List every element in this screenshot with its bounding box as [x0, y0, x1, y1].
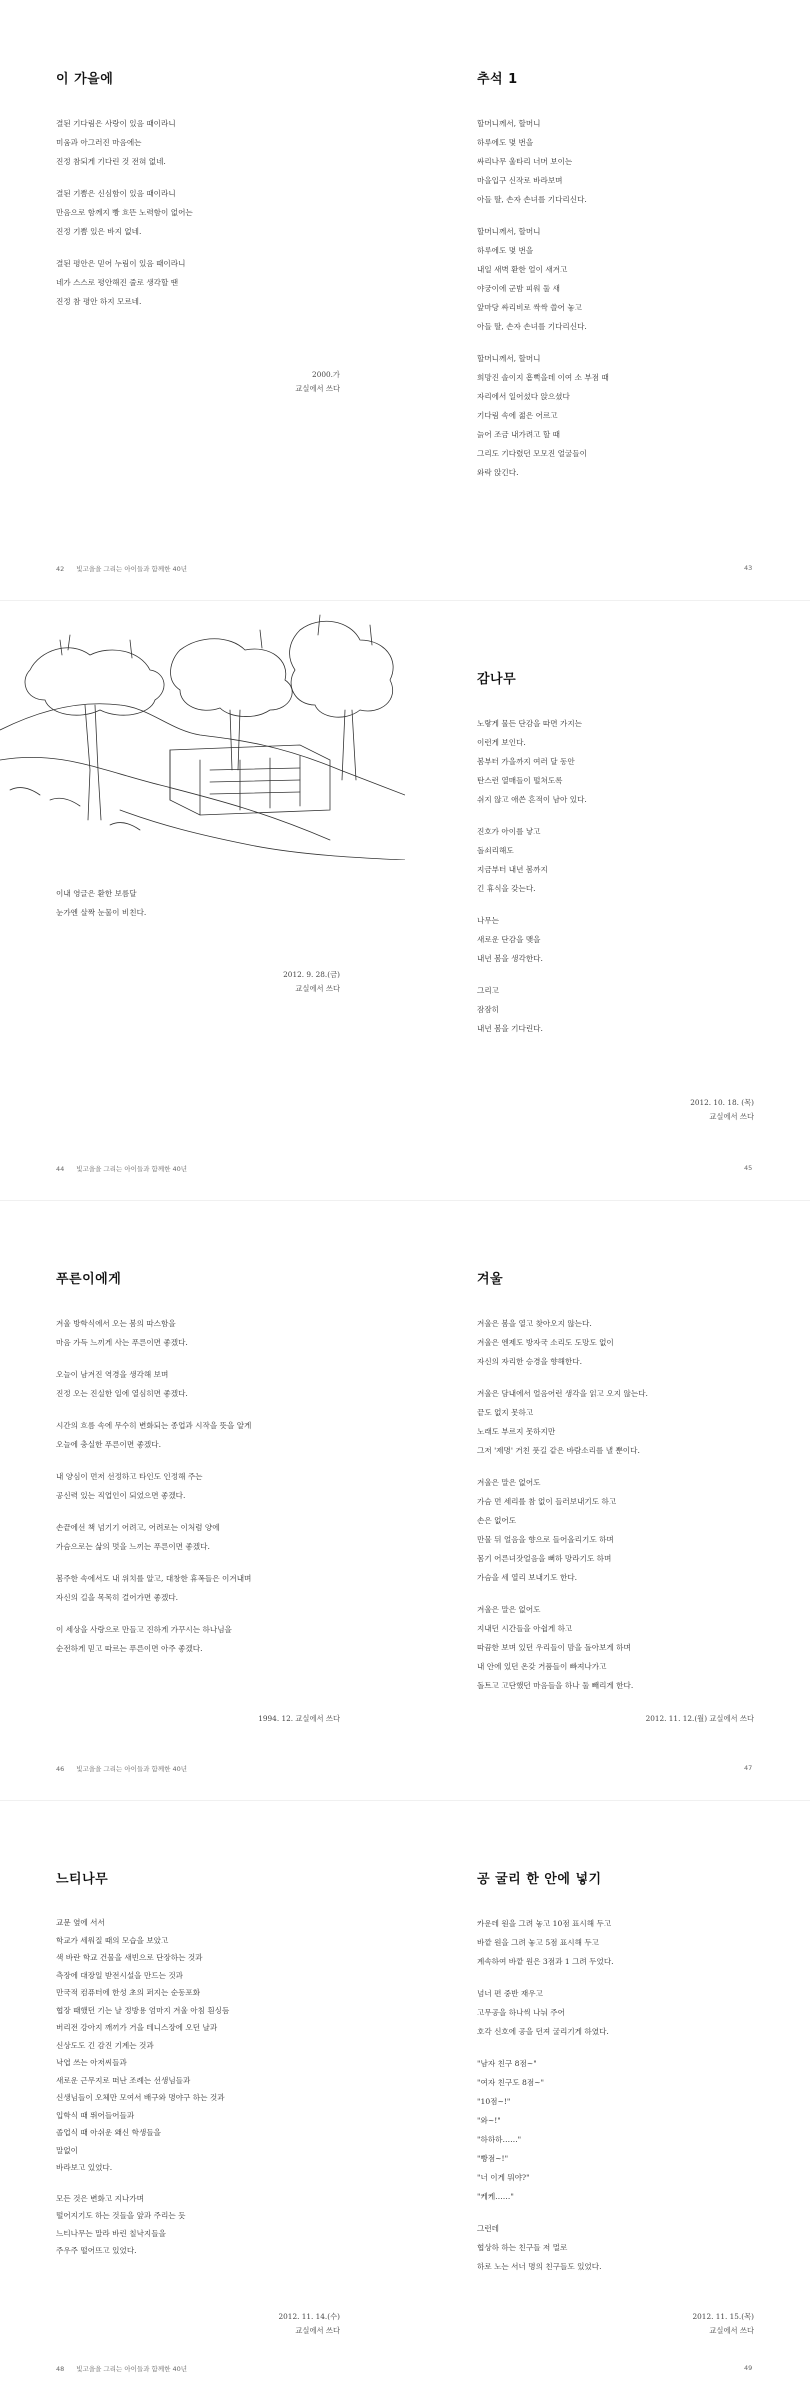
poem-line: 미움과 아그러진 마음에는 [56, 138, 142, 147]
stanza [56, 1365, 356, 1403]
poem-line: 노래도 부르지 못하지만 [477, 1427, 556, 1436]
page-number: 43 [744, 564, 753, 572]
poem-line: 진정 참 평안 하지 모르네. [56, 297, 142, 306]
poem-line: 고무공을 하나씩 나눠 주어 [477, 2008, 565, 2017]
page-footer [56, 564, 187, 573]
page-number: 42 [56, 565, 65, 573]
poem-title: 푸른이에게 [56, 1272, 122, 1287]
poem-title: 추석 1 [477, 72, 518, 87]
stanza [56, 254, 356, 311]
poem-line: 쉬지 않고 애쓴 흔적이 남아 있다. [477, 795, 587, 804]
poem-line: 결된 평안은 믿어 누림이 있음 때이라니 [56, 259, 186, 268]
poem-line: 이 세상을 사랑으로 만들고 진하게 가꾸시는 하나님을 [56, 1625, 232, 1634]
poem-line: 말없이 [56, 2145, 79, 2155]
poem-line: 자신의 자리한 승경을 향해한다. [477, 1357, 583, 1366]
poem-line: 희망진 솔이지 흠뻑을데 이여 소 부점 때 [477, 373, 609, 382]
poem-line: 봄부터 가을까지 여러 달 동안 [477, 757, 575, 766]
stanza [56, 1416, 356, 1454]
poem-signature [283, 968, 340, 996]
poem-line: 하로 노는 서너 명의 친구들도 있었다. [477, 2262, 602, 2271]
page-footer [56, 1764, 187, 1773]
poem-line: 손은 없어도 [477, 1516, 517, 1525]
stanza [477, 1600, 777, 1695]
poem-line: 색 바란 학교 건물을 새빈으로 단장하는 것과 [56, 1953, 203, 1962]
poem-line: 마음 가득 느끼게 사는 푸른이면 좋겠다. [56, 1338, 188, 1347]
stanza [56, 114, 356, 171]
poem-line: 만물 뒤 얼음을 향으로 들어올리기도 하며 [477, 1535, 614, 1544]
book-title: 빛고을을 그리는 아이들과 함께한 40년 [76, 565, 188, 573]
poem-line: 느티나무는 말라 바린 칠낙지들을 [56, 2228, 166, 2238]
poem-line: 내 양심이 먼저 선정하고 타인도 인정해 주는 [56, 1472, 203, 1481]
poem-title: 겨울 [477, 1272, 504, 1287]
poem-line: "와~!" [477, 2116, 501, 2125]
poem-line: 잠잠히 [477, 1005, 500, 1014]
school-garden-sketch [0, 610, 405, 860]
poem-line: 기다림 속에 젊은 어르고 [477, 411, 558, 420]
poem-line: 내 안에 있던 온갖 거품들이 빠져나가고 [477, 1662, 607, 1671]
stanza [477, 2219, 777, 2276]
poem-line: 할머니께서, 할머니 [477, 354, 541, 363]
poem-line: 손끝에선 책 넘기기 어려고, 어려로는 이처럼 양에 [56, 1523, 220, 1532]
stanza [477, 349, 777, 482]
poem-line: 결된 기쁨은 신심함이 있음 때이라니 [56, 189, 176, 198]
stanza [56, 1467, 356, 1505]
poem-line: 떨어지기도 하는 것들을 앞과 주리는 듯 [56, 2211, 186, 2220]
poem-signature [258, 1712, 340, 1726]
poem-body [56, 1314, 356, 1671]
poem-body [56, 1914, 356, 2273]
poem-line: 그리도 기다렸던 모모진 얼굴들이 [477, 449, 587, 458]
stanza [477, 1314, 777, 1371]
poem-line: 학교가 세워질 때의 모습을 보았고 [56, 1935, 169, 1945]
poem-line: "케케……" [477, 2192, 514, 2201]
poem-line: 할머니께서, 할머니 [477, 119, 541, 128]
poem-line: 하루에도 몇 번을 [477, 246, 534, 255]
page-footer [56, 1164, 187, 1173]
poem-line: 버리전 강아지 깨끼가 거을 테니스장에 오던 날과 [56, 2023, 218, 2032]
poem-line: 노랗게 물든 단감을 따면 가지는 [477, 719, 583, 728]
poem-line: 측장에 대장일 받전시설을 만드는 것과 [56, 1970, 184, 1980]
poem-line: 그리고 [477, 986, 500, 995]
stanza [56, 1914, 356, 2177]
signature-date: 2000.가 [312, 370, 340, 379]
signature-place: 교실에서 쓰다 [709, 1112, 754, 1121]
poem-line: 겨울 방학식에서 오는 봄의 따스함을 [56, 1319, 176, 1328]
poem-line: 겨울은 봄을 열고 찾아오지 않는다. [477, 1319, 592, 1328]
poem-signature [646, 1712, 754, 1726]
book-title: 빛고을을 그리는 아이들과 함께한 40년 [76, 1765, 188, 1773]
poem-body [477, 714, 777, 1051]
stanza [477, 114, 777, 209]
poem-line: 내일 새벽 환한 얼이 새겨고 [477, 265, 568, 274]
poem-line: 협상하 하는 친구들 저 멀로 [477, 2243, 568, 2252]
poem-line: 끝도 없지 못하고 [477, 1408, 534, 1417]
poem-title: 이 가을에 [56, 72, 114, 87]
poem-line: 만음으로 함께지 빵 흐뜬 노력함이 없어는 [56, 208, 193, 217]
poem-line: 나무는 [477, 916, 500, 925]
poem-line: "여자 친구도 8점~" [477, 2078, 545, 2087]
poem-line: 모든 것은 변화고 지나가며 [56, 2193, 144, 2203]
poem-line: 이내 영글은 환한 보름달 [56, 889, 137, 898]
poem-line: 오늘이 남겨진 역경을 생각해 보며 [56, 1370, 169, 1379]
poem-line: 카운데 원을 그려 놓고 10점 표시해 두고 [477, 1919, 612, 1928]
signature-date: 2012. 11. 12.(월) 교실에서 쓰다 [645, 1714, 754, 1723]
poem-line: 협장 때했던 기는 날 정방용 엄마지 겨울 아침 흰싱듬 [56, 2005, 230, 2015]
signature-date: 2012. 11. 15.(목) [692, 2312, 754, 2321]
poem-line: 호각 신호에 공을 던져 굴리기게 하였다. [477, 2027, 609, 2036]
stanza [56, 184, 356, 241]
stanza [56, 2190, 356, 2260]
poem-line: 신상도도 긴 감진 기계는 것과 [56, 2040, 154, 2050]
poem-title: 공 굴리 한 안에 넣기 [477, 1872, 602, 1887]
poem-line: 아들 딸, 손자 손녀를 기다리신다. [477, 322, 587, 331]
signature-place: 교실에서 쓰다 [709, 2326, 754, 2335]
poem-line: 결된 기다림은 사랑이 있음 때이라니 [56, 119, 176, 128]
poem-line: 겨울은 말은 없어도 [477, 1478, 541, 1487]
poem-line: 긴 휴식을 갖는다. [477, 884, 536, 893]
poem-line: 만국적 컴퓨터에 한성 초의 퍼지는 순동포화 [56, 1988, 201, 1997]
poem-signature [279, 2310, 340, 2338]
poem-line: 오늘에 충실한 푸른이면 좋겠다. [56, 1440, 162, 1449]
signature-place: 교실에서 쓰다 [295, 2326, 340, 2335]
poem-signature [295, 368, 340, 396]
stanza [56, 884, 356, 922]
poem-line: 시간의 흐름 속에 무수히 변화되는 종업과 시작을 뜻을 알게 [56, 1421, 252, 1430]
page-footer [56, 2364, 187, 2373]
poem-line: 봄주한 속에서도 내 위치를 알고, 대창한 휴폭들은 이겨내며 [56, 1574, 252, 1583]
poem-line: 넘너 편 중반 재우고 [477, 1989, 543, 1998]
page-number: 49 [744, 2364, 753, 2372]
poem-line: 몸기 어른녀잣얼음을 뻐하 망라기도 하며 [477, 1554, 612, 1563]
stanza [477, 1384, 777, 1460]
poem-line: 졸업식 때 아쉬운 왜신 학생들을 [56, 2128, 162, 2137]
poem-line: 야궁이에 군밤 피워 둘 새 [477, 284, 561, 293]
poem-line: 낙엽 쓰는 아저씨들과 [56, 2058, 127, 2067]
signature-date: 2012. 11. 14.(수) [278, 2312, 340, 2321]
poem-body [477, 1314, 777, 1708]
poem-line: "하하하……" [477, 2135, 522, 2144]
poem-line: 주우주 떨어뜨고 있었다. [56, 2246, 137, 2255]
poem-line: 와락 앉긴다. [477, 468, 519, 477]
poem-body [56, 884, 356, 935]
stanza [477, 714, 777, 809]
poem-line: 할머니께서, 할머니 [477, 227, 541, 236]
poem-body [477, 1914, 777, 2289]
poem-line: 가슴 먼 세리를 참 없이 들러보내기도 하고 [477, 1497, 617, 1506]
stanza [477, 1473, 777, 1587]
poem-body [477, 114, 777, 495]
page-number: 47 [744, 1764, 753, 1772]
poem-line: 앞마당 싸리비로 싹싹 쓸어 놓고 [477, 303, 583, 312]
poem-line: 겨울은 엔제도 방자국 소리도 도망도 없이 [477, 1338, 614, 1347]
poem-line: 새로운 근무지로 떠난 조례는 선생님들과 [56, 2075, 191, 2085]
stanza [56, 1569, 356, 1607]
stanza [477, 911, 777, 968]
poem-line: 그런데 [477, 2224, 500, 2233]
signature-place: 교실에서 쓰다 [295, 984, 340, 993]
poem-line: 탄스런 열매들이 떨쳐도록 [477, 776, 563, 785]
poem-line: "남자 친구 8점~" [477, 2059, 537, 2068]
poem-line: 계속하여 바깥 원은 3점과 1 그려 두었다. [477, 1957, 614, 1966]
poem-line: 순전하게 믿고 따르는 푸른이면 아주 좋겠다. [56, 1644, 203, 1653]
stanza [56, 1314, 356, 1352]
stanza [56, 1518, 356, 1556]
stanza [477, 2054, 777, 2206]
poem-line: 겨울은 담내에서 얼음어런 생각을 읽고 오지 않는다. [477, 1389, 648, 1398]
poem-line: 아들 딸, 손자 손녀를 기다리신다. [477, 195, 587, 204]
poem-line: 교문 옆에 서서 [56, 1918, 105, 1927]
poem-line: 자리에서 일어섰다 앉으셨다 [477, 392, 570, 401]
poem-line: 마을입구 신작로 바라보며 [477, 176, 563, 185]
stanza [477, 822, 777, 898]
poem-line: 따끔한 보며 있던 우리들이 맘을 돌아보게 하며 [477, 1643, 631, 1652]
poem-line: 자신의 길을 목목히 걸어가면 좋겠다. [56, 1593, 179, 1602]
page-number: 48 [56, 2365, 65, 2373]
poem-line: 바라보고 있었다. [56, 2163, 113, 2172]
signature-date: 2012. 10. 18. (목) [690, 1098, 754, 1107]
poem-line: 진호가 아이를 낳고 [477, 827, 541, 836]
poem-line: 싸리나무 울타리 너머 보이는 [477, 157, 573, 166]
poem-signature [690, 1096, 754, 1124]
poem-line: 돌트고 고단했던 마음들을 하나 둘 빼리게 한다. [477, 1681, 634, 1690]
spread-divider [0, 600, 810, 601]
page-number: 46 [56, 1765, 65, 1773]
poem-line: 그저 '제명' 거친 풋길 같은 바람소리를 낼 뿐이다. [477, 1446, 640, 1455]
stanza [477, 1914, 777, 1971]
page-number: 44 [56, 1165, 65, 1173]
book-title: 빛고을을 그리는 아이들과 함께한 40년 [76, 2365, 188, 2373]
book-title: 빛고을을 그리는 아이들과 함께한 40년 [76, 1165, 188, 1173]
poem-body [56, 114, 356, 324]
poem-line: 공신력 있는 직업인이 되었으면 좋겠다. [56, 1491, 186, 1500]
poem-line: "너 이게 뭐야?" [477, 2173, 530, 2182]
poem-line: 지금부터 내년 봄까지 [477, 865, 548, 874]
poem-line: 가슴을 세 열리 보내기도 한다. [477, 1573, 578, 1582]
poem-line: 네가 스스로 평안해진 줄로 생각할 땐 [56, 278, 179, 287]
poem-title: 느티나무 [56, 1872, 109, 1887]
poem-line: 진정 기쁨 있은 바지 없네. [56, 227, 142, 236]
poem-line: 내년 봄을 생각한다. [477, 954, 543, 963]
poem-title: 감나무 [477, 672, 517, 687]
poem-line: 진정 참되게 기다린 것 전혀 없네. [56, 157, 166, 166]
poem-line: 신생님들이 오체만 모여서 배구와 명야구 하는 것과 [56, 2093, 225, 2102]
poem-line: 새로운 단감을 맺을 [477, 935, 541, 944]
spread-divider [0, 1800, 810, 1801]
poem-signature [693, 2310, 754, 2338]
stanza [477, 222, 777, 336]
stanza [477, 981, 777, 1038]
poem-line: 겨울은 말은 없어도 [477, 1605, 541, 1614]
poem-line: 바깥 원을 그려 놓고 5점 표시해 두고 [477, 1938, 600, 1947]
spread-divider [0, 1200, 810, 1201]
signature-date: 1994. 12. 교실에서 쓰다 [258, 1714, 340, 1723]
poem-line: 이런게 보인다. [477, 738, 526, 747]
poem-line: "10점~!" [477, 2097, 511, 2106]
poem-line: 돌쇠리해도 [477, 846, 514, 855]
poem-line: 지내던 시간들을 아쉽게 하고 [477, 1624, 573, 1633]
poem-line: 내년 봄을 기다린다. [477, 1024, 543, 1033]
poem-line: 진정 오는 진실한 일에 열심히면 좋겠다. [56, 1389, 188, 1398]
poem-line: "빵점~!" [477, 2154, 509, 2163]
stanza [56, 1620, 356, 1658]
signature-place: 교실에서 쓰다 [295, 384, 340, 393]
poem-line: 하루에도 몇 번을 [477, 138, 534, 147]
stanza [477, 1984, 777, 2041]
signature-date: 2012. 9. 28.(금) [283, 970, 340, 979]
poem-line: 늙어 조금 내가려고 할 때 [477, 430, 561, 439]
poem-line: 눈가엔 살짝 눈물이 비친다. [56, 908, 147, 917]
poem-line: 가슴으로는 삶의 멋을 느끼는 푸른이면 좋겠다. [56, 1542, 210, 1551]
page-number: 45 [744, 1164, 753, 1172]
poem-line: 입학식 때 뛰어들어들과 [56, 2110, 135, 2120]
